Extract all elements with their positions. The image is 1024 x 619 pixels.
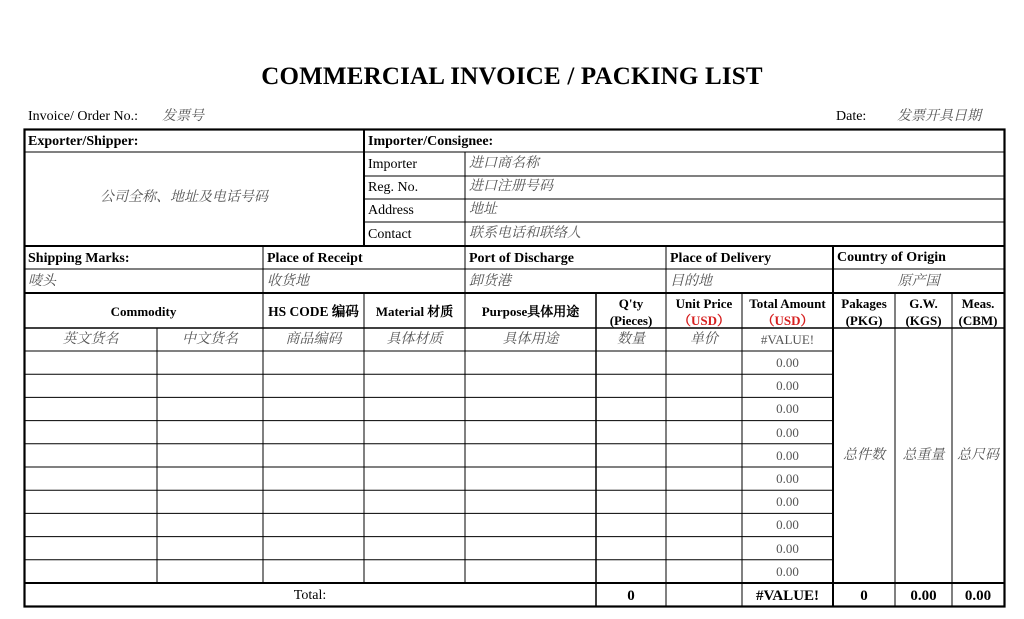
exporter-value[interactable]: 公司全称、地址及电话号码 xyxy=(100,189,268,205)
placeholder-unit-price[interactable]: 单价 xyxy=(690,331,718,347)
place-of-delivery-value[interactable]: 目的地 xyxy=(670,273,712,289)
totals-packages: 0 xyxy=(860,588,868,604)
header-qty: Q'ty xyxy=(618,296,644,311)
importer-reg-label: Reg. No. xyxy=(368,180,419,195)
importer-address-value[interactable]: 地址 xyxy=(469,201,497,217)
header-purpose: Purpose具体用途 xyxy=(481,304,580,319)
totals-gross-weight: 0.00 xyxy=(910,588,937,604)
importer-address-label: Address xyxy=(368,203,414,218)
header-gross-weight: G.W. xyxy=(909,296,938,311)
header-unit-price-currency: （USD） xyxy=(677,313,730,328)
totals-amount: #VALUE! xyxy=(755,588,820,604)
importer-contact-label: Contact xyxy=(368,227,412,242)
placeholder-chinese-name[interactable]: 中文货名 xyxy=(182,331,238,347)
country-of-origin-value[interactable]: 原产国 xyxy=(897,273,940,289)
header-commodity: Commodity xyxy=(110,304,177,319)
header-unit-price: Unit Price xyxy=(675,296,733,311)
exporter-label: Exporter/Shipper: xyxy=(28,134,139,149)
placeholder-purpose[interactable]: 具体用途 xyxy=(502,331,559,347)
header-material: Material 材质 xyxy=(375,304,454,319)
row-total-amount: 0.00 xyxy=(776,355,799,370)
header-gross-weight-unit: (KGS) xyxy=(905,313,942,328)
country-of-origin-label: Country of Origin xyxy=(837,250,946,265)
header-total-amount-currency: （USD） xyxy=(761,313,814,328)
shipping-marks-label: Shipping Marks: xyxy=(28,251,130,266)
row-total-amount: 0.00 xyxy=(776,517,799,533)
header-measurement-unit: (CBM) xyxy=(958,313,998,328)
place-of-receipt-value[interactable]: 收货地 xyxy=(267,273,309,289)
document-title: COMMERCIAL INVOICE / PACKING LIST xyxy=(261,63,763,90)
row-total-amount: 0.00 xyxy=(776,424,799,440)
date-value[interactable]: 发票开具日期 xyxy=(897,108,981,124)
port-of-discharge-value[interactable]: 卸货港 xyxy=(469,273,511,289)
totals-quantity: 0 xyxy=(627,588,635,604)
placeholder-total-measurement[interactable]: 总尺码 xyxy=(957,447,999,463)
importer-reg-value[interactable]: 进口注册号码 xyxy=(469,178,553,194)
row-total-amount: 0.00 xyxy=(776,447,799,463)
placeholder-total-packages[interactable]: 总件数 xyxy=(843,447,885,463)
shipping-marks-value[interactable]: 唛头 xyxy=(28,273,56,289)
place-of-delivery-label: Place of Delivery xyxy=(670,251,772,266)
placeholder-quantity[interactable]: 数量 xyxy=(617,331,645,347)
header-measurement: Meas. xyxy=(961,296,995,311)
header-qty-unit: (Pieces) xyxy=(609,313,653,328)
first-row-total-amount: #VALUE! xyxy=(760,332,815,347)
row-total-amount: 0.00 xyxy=(776,471,799,486)
row-total-amount: 0.00 xyxy=(776,378,799,394)
port-of-discharge-label: Port of Discharge xyxy=(469,251,574,266)
row-total-amount: 0.00 xyxy=(776,494,799,510)
totals-label: Total: xyxy=(293,588,327,603)
placeholder-hs-code[interactable]: 商品编码 xyxy=(285,331,342,347)
placeholder-material[interactable]: 具体材质 xyxy=(386,331,443,347)
placeholder-english-name[interactable]: 英文货名 xyxy=(62,331,119,347)
row-total-amount: 0.00 xyxy=(776,401,799,417)
totals-measurement: 0.00 xyxy=(964,588,992,604)
importer-contact-value[interactable]: 联系电话和联络人 xyxy=(469,225,581,241)
header-total-amount: Total Amount xyxy=(749,296,826,311)
header-hs-code: HS CODE 编码 xyxy=(268,304,359,319)
placeholder-total-weight[interactable]: 总重量 xyxy=(902,447,945,463)
importer-name-value[interactable]: 进口商名称 xyxy=(469,155,539,171)
row-total-amount: 0.00 xyxy=(776,540,799,556)
invoice-number-label: Invoice/ Order No.: xyxy=(28,109,139,124)
header-packages-unit: (PKG) xyxy=(845,313,883,328)
header-packages: Pakages xyxy=(841,296,887,311)
date-label: Date: xyxy=(836,109,867,124)
invoice-number-value[interactable]: 发票号 xyxy=(162,108,204,124)
importer-name-label: Importer xyxy=(368,157,417,172)
importer-consignee-label: Importer/Consignee: xyxy=(368,134,494,149)
place-of-receipt-label: Place of Receipt xyxy=(267,251,363,266)
row-total-amount: 0.00 xyxy=(776,563,799,579)
